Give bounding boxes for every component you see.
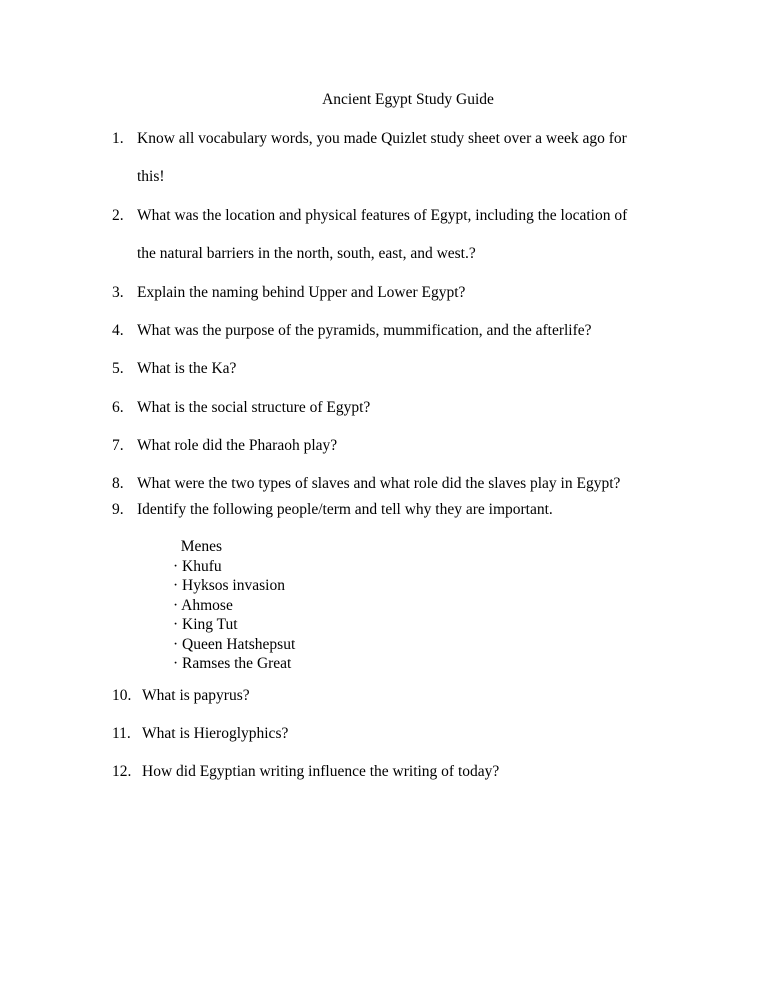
question-number: 5. [112, 360, 124, 377]
list-item: · Hyksos invasion [173, 577, 285, 594]
question-text-continued: this! [137, 168, 165, 185]
list-item: · King Tut [173, 616, 238, 633]
question-number: 3. [112, 284, 124, 301]
question-text: What were the two types of slaves and what role did the slaves play in Egypt? [137, 475, 621, 492]
question-number: 1. [112, 130, 124, 147]
question-text: What was the purpose of the pyramids, mummification, and the afterlife? [137, 322, 592, 339]
list-item: · Queen Hatshepsut [173, 635, 296, 653]
question-number: 12. [112, 763, 132, 780]
list-item: · Ahmose [173, 596, 233, 614]
list-item: · Ramses the Great [173, 655, 292, 672]
question-text: What is papyrus? [142, 687, 250, 704]
list-item: Menes [173, 538, 223, 555]
question-text: Identify the following people/term and tell why they are important. [137, 501, 553, 518]
question-number: 9. [112, 501, 124, 518]
question-number: 6. [112, 399, 124, 416]
question-text: How did Egyptian writing influence the writing of today? [142, 763, 500, 780]
question-text: What is the Ka? [137, 360, 237, 377]
question-text: What is Hieroglyphics? [142, 725, 289, 742]
people-list [173, 537, 295, 674]
question-text: Explain the naming behind Upper and Lower Egypt? [137, 284, 466, 301]
question-text: Know all vocabulary words, you made Quizlet study sheet over a week ago for [137, 130, 627, 147]
list-item: · Khufu [173, 557, 222, 575]
question-number: 10. [112, 687, 132, 704]
question-text-continued: the natural barriers in the north, south, east, and west.? [137, 245, 476, 262]
question-number: 4. [112, 322, 124, 339]
question-number: 11. [112, 725, 131, 742]
question-number: 2. [112, 207, 124, 224]
page-title: Ancient Egypt Study Guide [322, 91, 494, 108]
question-text: What is the social structure of Egypt? [137, 399, 371, 416]
question-text: What was the location and physical features of Egypt, including the location of [137, 207, 628, 224]
question-text: What role did the Pharaoh play? [137, 437, 338, 454]
question-number: 7. [112, 437, 124, 454]
question-number: 8. [112, 475, 124, 492]
